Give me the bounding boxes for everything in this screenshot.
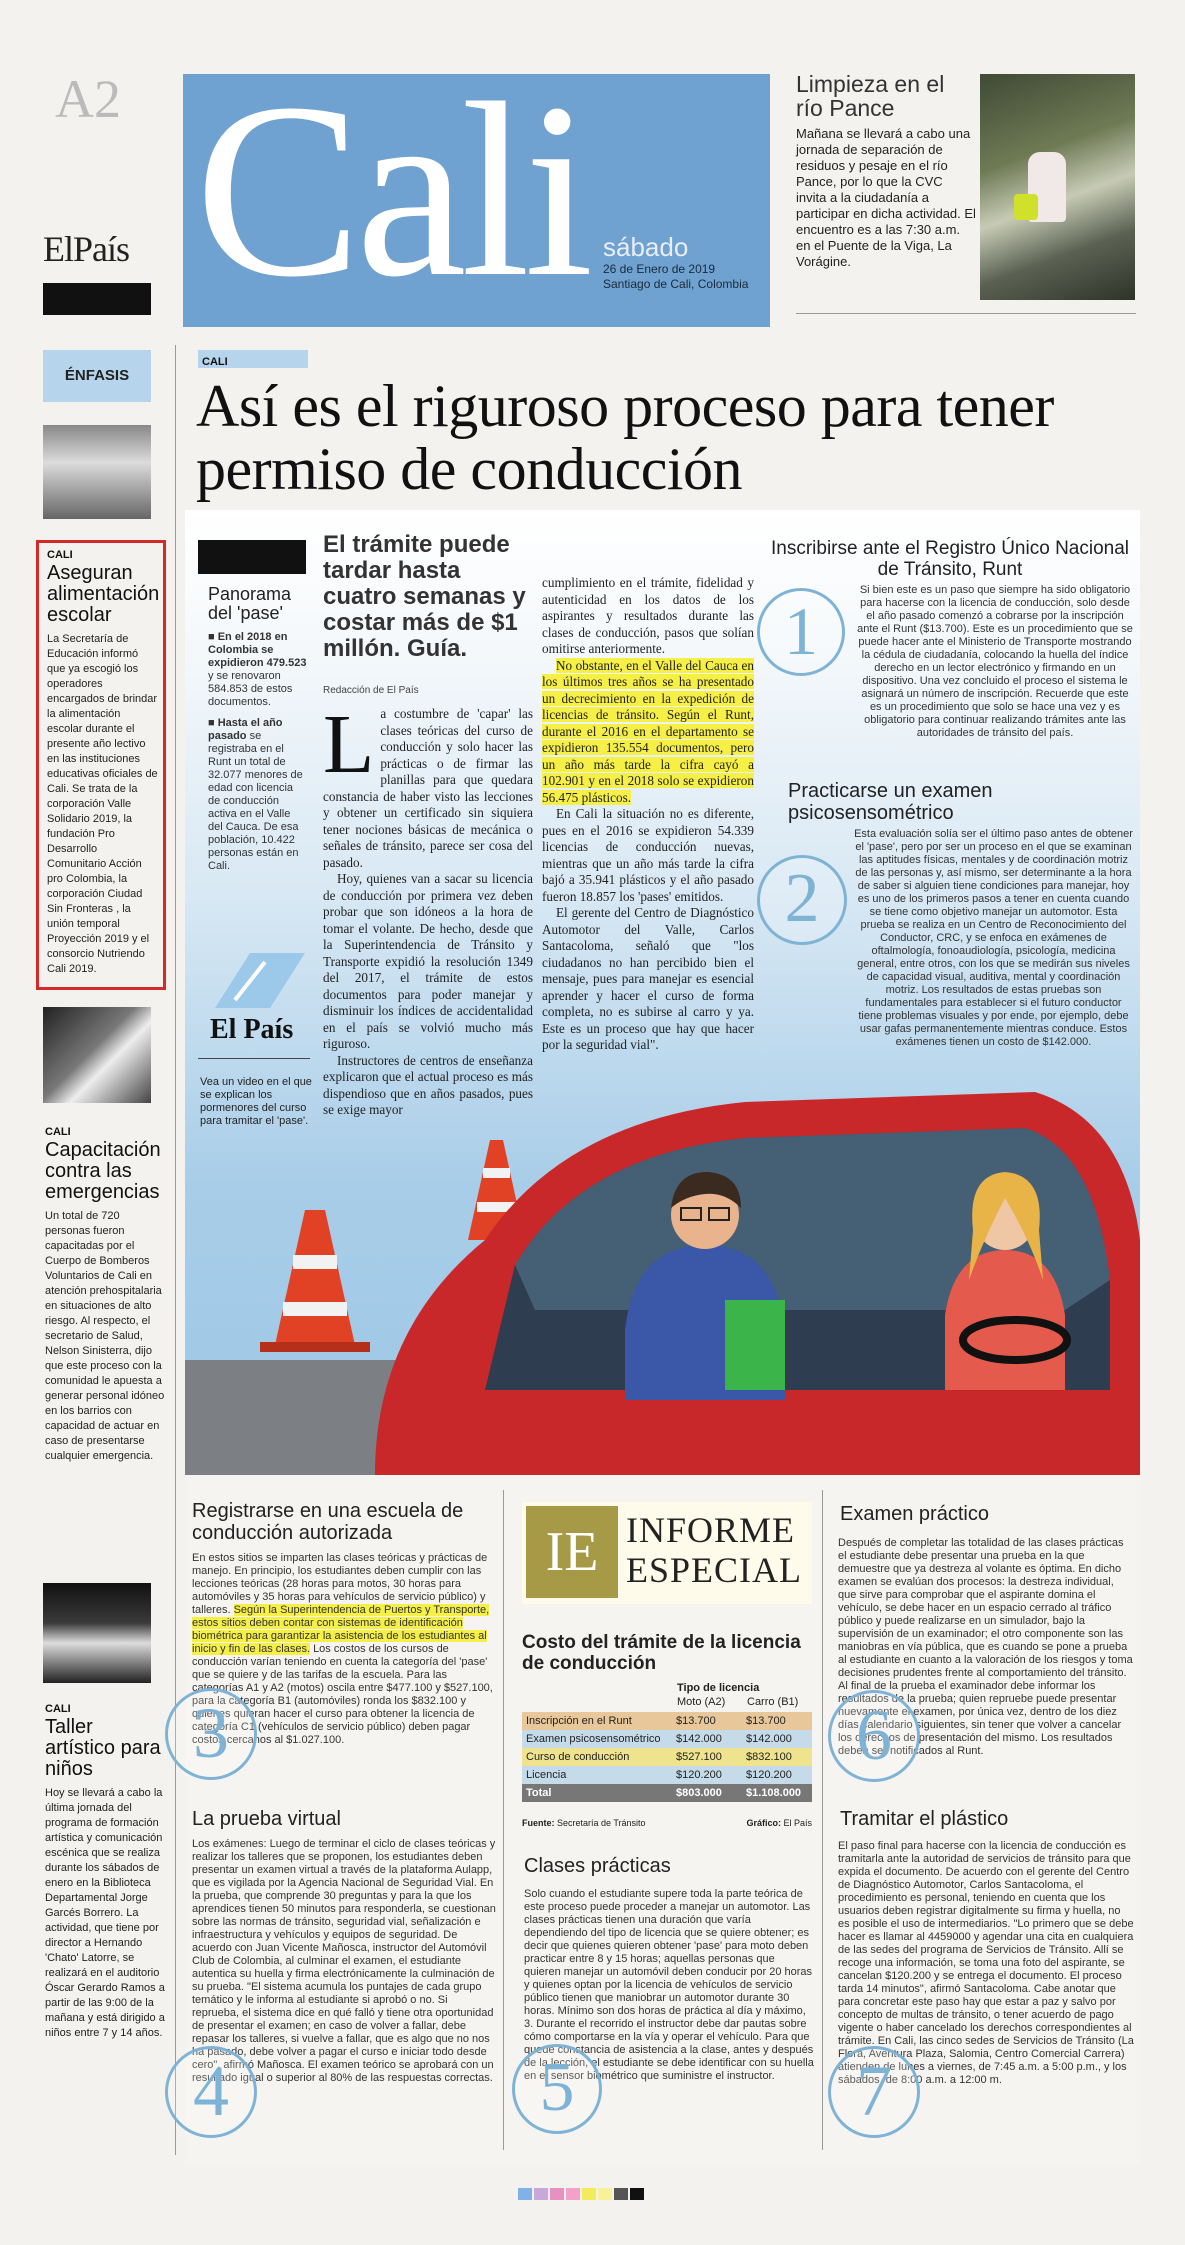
panorama-b1-rest: y se renovaron 584.853 de estos documentos. <box>208 670 293 708</box>
step-2-body: Esta evaluación solía ser el último paso antes de obtener el 'pase', pero por ser un proceso en el que se examinan las aptitudes físicas, mentales y de coordinación motriz de las personas y, así mismo, ser determinante a la hora de saber si alguien tiene condiciones para manejar, hoy es uno de los primeros pasos a tener en cuenta cuando se tiene como objetivo manejar un automotor. Esta prueba se realiza en un Centro de Reconocimiento del Conductor, CRC, y se enfoca en exámenes de oftalmología, fonoaudiología, psicología, medicina general, entre otros, con los que se medirán sus niveles de capacidad visual, auditiva, mental y coordinación motriz. Los resultados de estas pruebas son fundamentales para establecer si el futuro conductor tiene problemas visuales y por ende, por ejemplo, debe usar gafas permanentemente mientras conduce. Estos exámenes tienen un costo de $142.000. <box>854 828 1133 1048</box>
cost-row-value: $142.000 <box>746 1733 792 1745</box>
car-illustration <box>185 1080 1140 1475</box>
cost-col-b: Carro (B1) <box>747 1696 799 1708</box>
cost-row-value: $120.200 <box>676 1769 722 1781</box>
cost-row-value: $527.100 <box>676 1751 722 1763</box>
sidebar-story-2 <box>45 1126 165 1464</box>
brand-bar <box>43 283 151 315</box>
story-1-body: La Secretaría de Educación informó que ya escogió los operadores encargados de brindar la alimentación escolar durante el presente año lectivo en las instituciones educativas oficiales de Cali. Se trata de la corporación Valle Solidario 2019, la fundación Pro Desarrollo Comunitario Acción pro Colombia, la corporación Ciudad Sin Fronteras , la unión temporal Proyección 2019 y el consorcio Nutriendo Cali 2019. <box>47 633 158 975</box>
video-rule <box>198 1058 310 1059</box>
cost-row <box>522 1748 812 1766</box>
col2-p3: En Cali la situación no es diferente, pues en el 2016 se expidieron 54.339 licencias de conducción nuevas, mientras que un año más tarde la cifra bajó a 35.941 plásticos y el año pasado fueron 18.857 los 'pases' emitidos. <box>542 806 754 904</box>
sidebar-photo-3 <box>43 1583 151 1683</box>
cost-row-label: Total <box>526 1787 552 1799</box>
story-3-title: Taller artístico para niños <box>45 1716 161 1780</box>
step-1-body: Si bien este es un paso que siempre ha sido obligatorio para hacerse con la licencia de conducción, solo desde el año pasado comenzó a cobrarse por la inscripción ante el Runt ($13.700). Este es un procedimiento que se puede hacer ante el Ministerio de Transporte mostrando la cédula de ciudadanía, colocando la huella del índice derecho en un lector electrónico y firmando en un dispositivo. Una vez concluido el proceso el sistema le asignará un número de inscripción. Recuerde que este es un procedimiento que solo se hace una vez y es obligatorio para continuar realizando trámites ante las autoridades de tránsito del país. <box>857 584 1133 739</box>
section-day: sábado <box>603 232 689 262</box>
step-7-body: El paso final para hacerse con la licencia de conducción es tramitarla ante la autoridad de servicios de tránsito para que expida el documento. De acuerdo con el gerente del Centro de Diagnóstico Automotor, Carlos Santacoloma, el procedimiento es personal, teniendo en cuenta que los usuarios deben registrar digitalmente su firma y huella, no es posible el uso de intermediarios. "Lo primero que se debe hacer es llamar al 4459000 y agendar una cita en cualquiera de las sedes del programa de Servicios de Tránsito. Allí se recoge una información, se toma una foto del aspirante, se cancelan $120.200 y se entrega el documento. El proceso tarda 14 minutos", afirmó Santacoloma. Cabe anotar que para concretar este paso hay que estar a paz y salvo por concepto de multas de tránsito, o tener acuerdo de pago vigente o haber cancelado los derechos correspondientes al trámite. En Cali, las cinco sedes de Servicios de Tránsito (La Flora, Aventura Plaza, Salomia, Centro Comercial Carrera) atienden de lunes a viernes, de 7:45 a.m. a 5:00 p.m., y los sábados, de 8:00 a.m. a 12:00 m. <box>838 1840 1134 2086</box>
article-subhead: El trámite puede tardar hasta cuatro semanas y costar más de $1 millón. Guía. <box>323 531 526 662</box>
article-col-2 <box>542 575 754 1054</box>
article-kicker-text: CALI <box>202 356 228 368</box>
cost-row-value: $120.200 <box>746 1769 792 1781</box>
step-3-body-b: Los costos de los cursos de conducción varían teniendo en cuenta la categoría del 'pase' que se quiere y de las tarifas de la escuela. Para las categorías A1 y A2 (motos) oscila entre $477.100 y $527.100, para la categoría B1 (automóviles) ronda los $832.100 y quienes quieran hacer el curso para obtener la licencia de categoría C1 (vehículos de servicio público) deben pagar costos cercanos al $1.027.100. <box>192 1643 493 1746</box>
reg-swatch <box>518 2188 532 2200</box>
brand-logo: ElPaís <box>43 229 130 269</box>
cost-row-value: $13.700 <box>746 1715 786 1727</box>
sidebar-story-3 <box>45 1703 165 2041</box>
article-byline: Redacción de El País <box>323 685 419 696</box>
reg-swatch <box>598 2188 612 2200</box>
cost-table-box <box>522 1632 812 1828</box>
step-5-title: Clases prácticas <box>524 1855 671 1877</box>
teaser-body: Mañana se llevará a cabo una jornada de separación de residuos y pesaje en el río Pance, por lo que la CVC invita a la ciudadanía a participar en dicha actividad. El encuentro es a las 7:30 a.m. en el Puente de la Viga, La Vorágine. <box>796 126 976 269</box>
section-title: Cali <box>195 74 588 327</box>
cost-graphic: Gráfico: El País <box>746 1818 812 1828</box>
reg-swatch <box>550 2188 564 2200</box>
panorama-title: Panorama del 'pase' <box>208 584 292 623</box>
cost-row-label: Curso de conducción <box>526 1751 630 1763</box>
panorama-bullet-2: ■ Hasta el año pasado se registraba en el Runt un total de 32.077 menores de edad con licencia de conducción activa en el Valle del Cauca. De esa población, 10.422 personas están en Cali. <box>208 717 303 872</box>
bottom-divider-1 <box>503 1490 504 2150</box>
cost-row-label: Licencia <box>526 1769 567 1781</box>
reg-swatch <box>614 2188 628 2200</box>
step-1-number: 1 <box>757 588 845 676</box>
step-1-title: Inscribirse ante el Registro Único Nacional de Tránsito, Runt <box>771 538 1129 580</box>
step-3-number: 3 <box>165 1688 257 1780</box>
reg-swatch <box>566 2188 580 2200</box>
step-6-number: 6 <box>828 1690 920 1782</box>
story-3-kicker: CALI <box>45 1703 71 1715</box>
bottom-divider-2 <box>822 1490 823 2150</box>
col2-p1: cumplimiento en el trámite, fidelidad y autenticidad en los datos de los aspirantes y resultados durante las clases de conducción, pasos que solían omitirse anteriormente. <box>542 575 754 656</box>
cost-row <box>522 1730 812 1748</box>
cost-row-label: Inscripción en el Runt <box>526 1715 632 1727</box>
cost-table-title: Costo del trámite de la licencia de conducción <box>522 1632 801 1674</box>
cost-row-value: $832.100 <box>746 1751 792 1763</box>
drop-cap: L <box>323 698 375 791</box>
teaser-photo <box>980 74 1135 300</box>
cost-col-a: Moto (A2) <box>677 1696 726 1708</box>
sidebar-photo-1 <box>43 425 151 519</box>
step-4-number: 4 <box>165 2046 257 2138</box>
cost-table-col-headers <box>677 1696 812 1708</box>
cost-row <box>522 1712 812 1730</box>
sidebar-photo-2 <box>43 1007 151 1103</box>
step-2-number: 2 <box>757 855 847 945</box>
col2-p4: El gerente del Centro de Diagnóstico Automotor del Valle, Carlos Santacoloma, señaló que "los ciudadanos no han percibido bien el mensaje, pues para manejar es esencial aprender y hacer el curso de forma completa, no es subirse al carro y ya. Este es un proceso que hay que hacer por la seguridad vial". <box>542 905 754 1052</box>
article-col-1 <box>323 698 533 1119</box>
panorama-b1-bold: En el 2018 en Colombia se expidieron 479.523 <box>208 631 307 669</box>
video-text: Vea un video en el que se explican los pormenores del curso para tramitar el 'pase'. <box>200 1076 312 1127</box>
panorama-b2-rest: se registraba en el Runt un total de 32.077 menores de edad con licencia de conducción activa en el Valle del Cauca. De esa población, 10.422 personas están en Cali. <box>208 730 303 872</box>
step-4-title: La prueba virtual <box>192 1808 341 1830</box>
traffic-cone-left <box>260 1210 370 1352</box>
teaser <box>796 72 976 270</box>
story-1-kicker: CALI <box>47 549 73 561</box>
article-kicker <box>198 350 308 368</box>
panorama-bullet-1: ■ En el 2018 en Colombia se expidieron 479.523 y se renovaron 584.853 de estos documentos. <box>208 631 307 708</box>
step-3-body-a: En estos sitios se imparten las clases teóricas y prácticas de manejo. En principio, los estudiantes deben cumplir con las lecciones teóricas (28 horas para motos, 30 horas para automóviles y 35 horas para vehículos de servicio público) y talleres. <box>192 1552 488 1616</box>
color-registration-bar <box>518 2188 644 2200</box>
step-5-number: 5 <box>512 2044 602 2134</box>
cost-source: Fuente: Secretaría de Tránsito <box>522 1818 646 1828</box>
panorama-bar <box>198 540 306 574</box>
cost-row-value: $1.108.000 <box>746 1787 802 1799</box>
story-2-title: Capacitación contra las emergencias <box>45 1139 161 1203</box>
reg-swatch <box>630 2188 644 2200</box>
cost-table <box>522 1712 812 1802</box>
step-6-body: Después de completar las totalidad de las clases prácticas el estudiante debe presentar una prueba en la que demuestre que ya destreza al volante es óptima. En dicho examen se evalúan dos procesos: la destreza individual, que sirve para comprobar que el aspirante domina el vehículo, se debe hacer en un espacio cerrado al tráfico público y puede realizarse en un simulador, bajo la supervisión de un examinador; el otro componente son las maniobras en vía pública, que es cuando se pone a prueba al estudiante en cuanto a la valoración de los riesgos y toma decisiones prudentes frente al comportamiento del tránsito. Al final de la prueba el examinador debe informar los resultados de la prueba; quien repruebe puede presentar nuevamente el examen, por única vez, dentro de los diez días calendario siguientes, sin tener que volver a cancelar los derechos de presentación del mismo. Los resultados deben ser notificados al Runt. <box>838 1537 1133 1757</box>
informe-line-1: INFORME <box>626 1510 796 1550</box>
col1-p2: Hoy, quienes van a sacar su licencia de conducción por primera vez deben probar que son idóneos a la hora de tomar el volante. De hecho, desde que la Superintendencia de Tránsito y Transporte expidió la resolución 1349 del 2017, el trámite de estos documentos para poder manejar y disminuir los índices de accidentalidad en el país se volvió mucho más riguroso. <box>323 871 533 1051</box>
step-7-title: Tramitar el plástico <box>840 1808 1009 1830</box>
story-2-kicker: CALI <box>45 1126 71 1138</box>
cost-table-group-header: Tipo de licencia <box>677 1682 760 1694</box>
informe-especial <box>522 1502 812 1604</box>
panorama <box>208 585 308 873</box>
cost-row <box>522 1784 812 1802</box>
step-6-title: Examen práctico <box>840 1503 989 1525</box>
cost-table-footer <box>522 1818 812 1828</box>
teaser-rule <box>796 313 1136 314</box>
sidebar-story-1 <box>36 540 166 990</box>
reg-swatch <box>582 2188 596 2200</box>
section-banner <box>183 74 770 327</box>
teaser-title: Limpieza en el río Pance <box>796 71 945 121</box>
sidebar-label: ÉNFASIS <box>43 350 151 402</box>
section-place: Santiago de Cali, Colombia <box>603 277 749 291</box>
col1-p3: Instructores de centros de enseñanza explicaron que el actual proceso es más dispendioso que en años pasados, pues se exige mayor <box>323 1052 533 1117</box>
informe-line-2: ESPECIAL <box>626 1550 803 1590</box>
story-1-title: Aseguran alimentación escolar <box>47 562 160 626</box>
col2-p2 <box>542 658 754 807</box>
step-5-body: Solo cuando el estudiante supere toda la parte teórica de este proceso puede proceder a manejar un automotor. Las clases prácticas tienen una duración que varía dependiendo del tipo de licencia que se quiere obtener; es decir que quienes quieren obtener 'pase' para moto deben practicar entre 8 y 15 horas; aquellas personas que quieren manejar un automóvil deben conducir por 20 horas y quienes optan por la licencia de vehículos de servicio público tienen que maniobrar un automotor durante 30 horas. Mínimo son dos horas de práctica al día y máximo, 3. Durante el recorrido el instructor debe dar pautas sobre cómo comportarse en la vía y operar el vehículo. Para que quede constancia de asistencia a la clase, antes y después de la lección, el estudiante se debe identificar con su huella en el sensor biométrico que suministre el instructor. <box>524 1888 814 2082</box>
cost-row-value: $142.000 <box>676 1733 722 1745</box>
step-3-highlight: Según la Superintendencia de Puertos y Transporte, estos sitios deben contar con sistemas de identificación biométrica para garantizar la asistencia de los estudiantes al inicio y fin de las clases. <box>192 1604 490 1655</box>
step-2-title: Practicarse un examen psicosensométrico <box>788 780 993 824</box>
step-3-title: Registrarse en una escuela de conducción autorizada <box>192 1500 464 1544</box>
video-logo-icon <box>210 948 310 1018</box>
reg-swatch <box>534 2188 548 2200</box>
cost-row <box>522 1766 812 1784</box>
section-date: 26 de Enero de 2019 <box>603 262 716 276</box>
cost-row-value: $803.000 <box>676 1787 722 1799</box>
story-2-body: Un total de 720 personas fueron capacitadas por el Cuerpo de Bomberos Voluntarios de Cali en atención prehospitalaria en situaciones de alto riesgo. Al respecto, el secretario de Salud, Nelson Sinisterra, dijo que este proceso con la comunidad le apuesta a generar personal idóneo en los barrios con capacidad de actuar en caso de presentarse cualquier emergencia. <box>45 1210 165 1462</box>
panorama-b2-bold: Hasta el año pasado <box>208 717 283 742</box>
col2-highlight: No obstante, en el Valle del Cauca en los últimos tres años se ha presentado un decrecimiento en la expedición de licencias de tránsito. Según el Runt, durante el 2016 en el departamento se expidieron 135.554 documentos, pero un año más tarde la cifra cayó a 102.901 y en el 2018 solo se expidieron 56.475 plásticos. <box>542 657 754 805</box>
informe-ie: IE <box>526 1506 618 1598</box>
step-4-body: Los exámenes: Luego de terminar el ciclo de clases teóricas y realizar los talleres que se proponen, los estudiantes deben presentar un examen virtual a través de la plataforma Aulapp, que es vigilada por la Agencia Nacional de Seguridad Vial. En la prueba, que comprende 30 preguntas y para la que los aprendices tienen 50 minutos para responderla, se cuestionan sobre las normas de tránsito, seguridad vial, señalización e infraestructura y vehículos y equipos de seguridad. De acuerdo con Juan Vicente Mañosca, instructor del Automóvil Club de Colombia, al culminar el examen, el estudiante autentica su huella y firma electrónicamente la culminación de su prueba. "El sistema acumula los puntajes de cada grupo temático y le informa al estudiante si aprobó o no. Si reprueba, el sistema dice en qué falló y tiene otra oportunidad de presentar el examen; en caso de volver a fallar, debe repasar los talleres, si vuelve a fallar, que es algo que no nos ha pasado, debe volver a pagar el curso e iniciar todo desde cero", afirmó Mañosca. El examen teórico se aprobará con un resultado igual o superior al 80% de las respuestas correctas. <box>192 1838 496 2084</box>
page-code: A2 <box>55 69 121 129</box>
story-3-body: Hoy se llevará a cabo la última jornada del programa de formación artística y comunicación escénica que se realiza durante los sábados de enero en la Biblioteca Departamental Jorge Garcés Borrero. La actividad, que tiene por director a Hernando 'Chato' Latorre, se realizará en el auditorio Óscar Gerardo Ramos a partir de las 9:00 de la mañana y está dirigido a niños entre 7 y 14 años. <box>45 1787 165 2039</box>
cost-row-label: Examen psicosensométrico <box>526 1733 661 1745</box>
col1-p1: a costumbre de 'capar' las clases teóricas del curso de conducción y solo hacer las prácticas o de firmar las planillas para que quedara constancia de haber visto las lecciones y obtener un certificado sin siquiera tener nociones básicas de mecánica o señales de tránsito, parece ser cosa del pasado. <box>323 706 533 870</box>
step-7-number: 7 <box>828 2046 920 2138</box>
article-headline: Así es el riguroso proceso para tener permiso de conducción <box>196 373 1054 502</box>
cost-row-value: $13.700 <box>676 1715 716 1727</box>
sidebar-divider <box>175 345 176 2155</box>
video-brand: El País <box>210 1014 294 1045</box>
